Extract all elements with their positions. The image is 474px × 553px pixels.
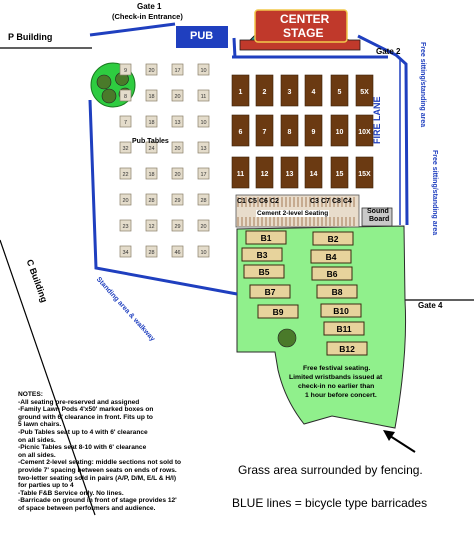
festival-note-line-2: Limited wristbands issued at <box>289 374 383 381</box>
lawn-pod <box>324 322 364 335</box>
picnic-table <box>232 75 249 106</box>
picnic-table <box>232 115 249 146</box>
free-area-label-2: Free sitting/standing area <box>431 150 438 236</box>
picnic-table-number: 10 <box>335 129 344 136</box>
pub-table-number: 23 <box>122 224 129 231</box>
notes-line: -All seating pre-reserved and assigned <box>18 398 140 406</box>
pub-table <box>146 220 157 231</box>
picnic-table <box>356 75 373 106</box>
pub-table-number: 13 <box>200 146 207 153</box>
pub-table <box>146 194 157 205</box>
pub-table <box>120 90 131 101</box>
pub-label: PUB <box>190 30 214 42</box>
picnic-tables-group <box>232 75 373 188</box>
picnic-table-number: 6 <box>238 129 243 136</box>
blue-lines-note: BLUE lines = bicycle type barricades <box>232 496 428 510</box>
picnic-table <box>256 75 273 106</box>
pub-table-number: 12 <box>148 224 155 231</box>
festival-note-line-4: 1 hour before concert. <box>305 392 377 399</box>
pub-table <box>146 168 157 179</box>
lawn-pod-label: B6 <box>326 269 338 279</box>
notes-line: on all sides. <box>18 436 56 444</box>
picnic-table-number: 2 <box>262 89 267 96</box>
pub-table-number: 18 <box>148 120 155 127</box>
picnic-table-number: 9 <box>311 129 316 136</box>
pub-table-number: 17 <box>200 172 207 179</box>
lawn-pod-label: B2 <box>327 234 339 244</box>
pub-table <box>120 246 131 257</box>
cement-section-label: C2 <box>270 198 279 205</box>
notes-lines <box>18 399 250 513</box>
pub-table <box>146 90 157 101</box>
pub-table <box>120 168 131 179</box>
lawn-pod <box>312 267 352 280</box>
gate1-sublabel: (Check-in Entrance) <box>112 12 183 21</box>
lawn-pod <box>246 231 286 244</box>
pub-table <box>198 116 209 127</box>
picnic-table-number: 5 <box>337 89 342 96</box>
picnic-table <box>281 75 298 106</box>
lawn-pod-label: B4 <box>325 252 337 262</box>
lawn-pod <box>311 250 351 263</box>
sound-board-label-2: Board <box>369 216 390 223</box>
pub-table-number: 32 <box>122 146 129 153</box>
pub-table <box>172 64 183 75</box>
picnic-table <box>305 115 322 146</box>
pub-table-number: 13 <box>174 120 181 127</box>
pub-table-number: 20 <box>174 172 181 179</box>
festival-note-line-3: check-in no earlier than <box>298 383 375 390</box>
picnic-table <box>331 115 348 146</box>
pub-table <box>172 194 183 205</box>
pub-table-number: 20 <box>148 68 155 75</box>
pub-table-number: 7 <box>123 120 128 127</box>
lawn-pod <box>317 285 357 298</box>
pub-table-number: 46 <box>174 250 181 257</box>
pub-table <box>198 246 209 257</box>
notes-line: 5 lawn chairs. <box>18 421 62 429</box>
notes-line: -Picnic Tables seat 8-10 with 6' clearance <box>18 444 147 452</box>
cement-section-label: C1 <box>237 198 246 205</box>
p-building-label: P Building <box>8 32 53 42</box>
lawn-pod-label: B8 <box>331 287 343 297</box>
pub-table <box>172 246 183 257</box>
lawn-pod <box>244 265 284 278</box>
c-building-label: C Building <box>24 258 50 304</box>
pub-table-number: 10 <box>200 250 207 257</box>
picnic-table-number: 5X <box>360 89 369 96</box>
pub-table-number: 20 <box>200 224 207 231</box>
picnic-table <box>305 75 322 106</box>
gate1-label: Gate 1 <box>137 2 162 11</box>
cement-section-label: C8 <box>332 198 341 205</box>
sound-board-label: Sound <box>367 208 389 215</box>
lawn-pod-label: B3 <box>256 250 268 260</box>
picnic-table-number: 8 <box>287 129 292 136</box>
pub-table-number: 28 <box>148 198 155 205</box>
lawn-pod-label: B10 <box>333 306 349 316</box>
picnic-table-number: 14 <box>309 171 318 178</box>
picnic-table-number: 15 <box>335 171 344 178</box>
picnic-table <box>356 115 373 146</box>
notes-line: -Family Lawn Pods 4'x50' marked boxes on <box>18 406 154 414</box>
pub-table-number: 9 <box>123 68 128 75</box>
picnic-table-number: 11 <box>236 171 245 178</box>
pub-table-number: 11 <box>200 94 207 101</box>
lawn-pod-label: B12 <box>339 344 355 354</box>
tree-icon <box>278 329 296 347</box>
notes-line: two-letter seating sold in pairs (A/P, D/M, E/L & H/I) <box>18 474 177 482</box>
cement-section-label: C7 <box>321 198 330 205</box>
pub-table <box>198 168 209 179</box>
pub-table <box>198 90 209 101</box>
pub-table <box>172 168 183 179</box>
cement-section-label: C4 <box>343 198 352 205</box>
lawn-pod <box>327 342 367 355</box>
center-stage-label-2: STAGE <box>283 26 324 40</box>
pub-table-number: 34 <box>122 250 129 257</box>
pub-table <box>172 116 183 127</box>
notes-heading: NOTES: <box>18 391 43 398</box>
picnic-table <box>331 75 348 106</box>
cement-section-label: C5 <box>248 198 257 205</box>
notes-line: provide 7' spacing between seats on ends of rows. <box>18 466 177 474</box>
pub-table-number: 24 <box>148 146 155 153</box>
pub-tables-label: Pub Tables <box>132 138 169 145</box>
pub-table-number: 28 <box>200 198 207 205</box>
center-stage-label: CENTER <box>280 12 330 26</box>
gate2-label: Gate 2 <box>376 47 401 56</box>
picnic-table-number: 12 <box>260 171 269 178</box>
lawn-pod-label: B9 <box>272 307 284 317</box>
notes-line: -Cement 2-level seating: middle sections not sold to <box>18 459 182 467</box>
picnic-table <box>281 115 298 146</box>
cement-section-label: C3 <box>310 198 319 205</box>
grass-note: Grass area surrounded by fencing. <box>238 463 423 477</box>
festival-note-line-1: Free festival seating. <box>303 365 371 372</box>
picnic-table-number: 1 <box>238 89 243 96</box>
picnic-table <box>232 157 249 188</box>
picnic-table <box>331 157 348 188</box>
fire-lane-label: FIRE LANE <box>372 96 382 144</box>
picnic-table <box>281 157 298 188</box>
pub-table-number: 10 <box>200 68 207 75</box>
picnic-table-number: 10X <box>358 129 371 136</box>
picnic-table-number: 4 <box>311 89 316 96</box>
pub-table-number: 8 <box>123 94 128 101</box>
lawn-pod <box>321 304 361 317</box>
pub-table <box>198 142 209 153</box>
pub-table <box>146 64 157 75</box>
pub-table <box>172 90 183 101</box>
cement-seating-label: Cement 2-level Seating <box>257 210 329 217</box>
pointer-arrow <box>383 430 415 452</box>
notes-line: of space between performers and audience. <box>18 504 156 512</box>
pub-table <box>120 142 131 153</box>
pub-table-number: 18 <box>148 94 155 101</box>
pub-table <box>172 220 183 231</box>
free-area-label-1: Free sitting/standing area <box>419 42 426 128</box>
pub-table-number: 20 <box>174 146 181 153</box>
notes-line: -Table F&B Service only. No lines. <box>18 489 124 497</box>
lawn-pod-label: B11 <box>336 324 352 334</box>
lawn-pod <box>258 305 298 318</box>
pub-table-number: 18 <box>148 172 155 179</box>
pub-table <box>198 220 209 231</box>
picnic-table <box>256 115 273 146</box>
notes-line: -Pub Tables seat up to 4 with 6' clearance <box>18 428 148 436</box>
pub-table <box>120 116 131 127</box>
picnic-table-number: 3 <box>287 89 292 96</box>
pub-table-number: 28 <box>148 250 155 257</box>
picnic-table-number: 13 <box>285 171 294 178</box>
picnic-table <box>305 157 322 188</box>
notes-line: for parties up to 4 <box>18 482 74 490</box>
pub-table <box>120 64 131 75</box>
pub-table <box>198 64 209 75</box>
picnic-table <box>356 157 373 188</box>
pub-table <box>146 116 157 127</box>
picnic-table-number: 7 <box>262 129 267 136</box>
pub-table-number: 20 <box>122 198 129 205</box>
lawn-pod-label: B1 <box>260 233 272 243</box>
pub-table <box>120 220 131 231</box>
notes-line: on all sides. <box>18 451 56 459</box>
standing-walkway-label: Standing area & walkway <box>94 276 156 343</box>
lawn-pod <box>242 248 282 261</box>
pub-table-number: 20 <box>174 94 181 101</box>
notes-line: ground with 6' clearance in front. Fits up to <box>18 413 153 421</box>
lawn-pod-label: B7 <box>264 287 276 297</box>
pub-table <box>198 194 209 205</box>
lawn-pod <box>250 285 290 298</box>
cement-section-label: C6 <box>259 198 268 205</box>
notes-panel <box>18 391 250 513</box>
notes-line: -Barricade on ground in front of stage provides 12' <box>18 497 177 505</box>
pub-table <box>172 142 183 153</box>
lawn-pod <box>313 232 353 245</box>
pub-table <box>146 246 157 257</box>
lawn-pod-label: B5 <box>258 267 270 277</box>
pub-table-number: 10 <box>200 120 207 127</box>
picnic-table-number: 15X <box>358 171 371 178</box>
pub-table-number: 29 <box>174 198 181 205</box>
gate4-label: Gate 4 <box>418 301 443 310</box>
pub-table-number: 17 <box>174 68 181 75</box>
picnic-table <box>256 157 273 188</box>
pub-table-number: 29 <box>174 224 181 231</box>
pub-table-number: 22 <box>122 172 129 179</box>
pub-table <box>120 194 131 205</box>
